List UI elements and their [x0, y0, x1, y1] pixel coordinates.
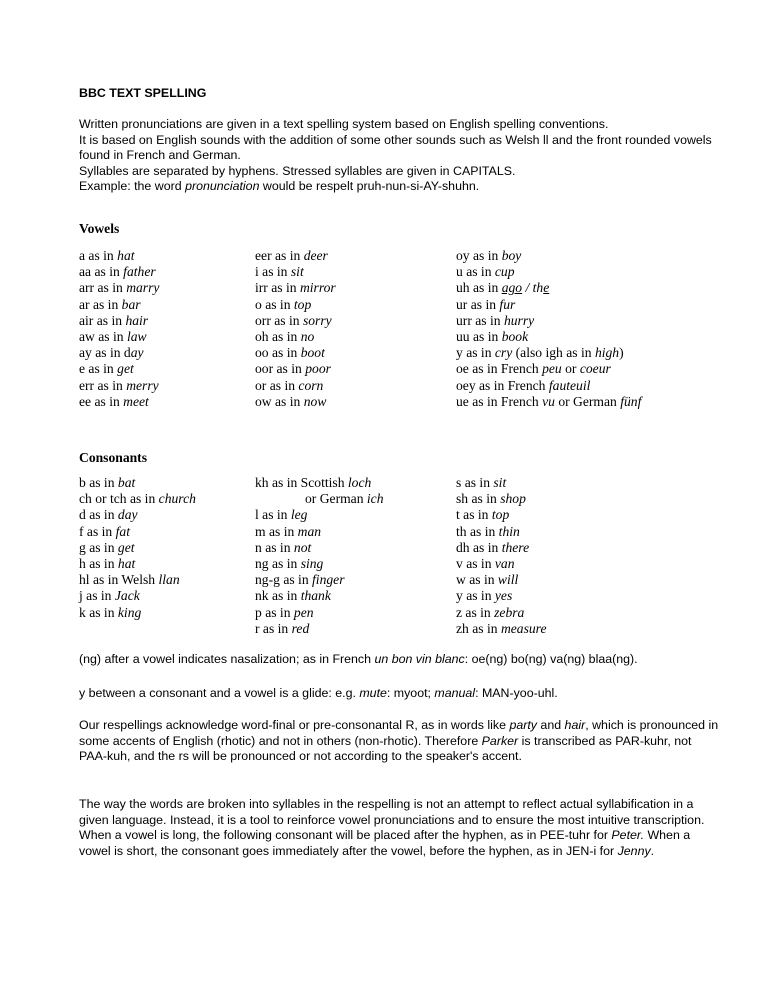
- key-entry: n as in not: [255, 539, 312, 555]
- key-entry: nk as in thank: [255, 588, 331, 604]
- key-entry: k as in king: [79, 604, 142, 620]
- consonants-column-1: [79, 475, 196, 621]
- key-entry: e as in get: [79, 361, 134, 377]
- key-entry: zh as in measure: [456, 620, 547, 636]
- key-entry: oey as in French fauteuil: [456, 377, 591, 393]
- key-entry: w as in will: [456, 572, 519, 588]
- key-entry: ar as in bar: [79, 296, 141, 312]
- key-entry: err as in merry: [79, 377, 159, 393]
- key-entry: ue as in French vu or German fünf: [456, 393, 642, 409]
- key-entry: o as in top: [255, 296, 312, 312]
- intro-line: It is based on English sounds with the addition of some other sounds such as Welsh ll and the front rounded vowels found in French and German.: [79, 132, 712, 162]
- page-title: BBC TEXT SPELLING: [79, 86, 207, 100]
- key-entry: d as in day: [79, 507, 138, 523]
- key-entry: ng-g as in finger: [255, 572, 345, 588]
- key-entry: or as in corn: [255, 377, 324, 393]
- intro-block: [79, 117, 719, 195]
- key-entry: eer as in deer: [255, 248, 328, 263]
- key-entry: oe as in French peu or coeur: [456, 361, 611, 377]
- key-entry: kh as in Scottish loch: [255, 475, 372, 490]
- key-entry: z as in zebra: [456, 604, 525, 620]
- key-entry: a as in hat: [79, 248, 135, 263]
- key-entry: y as in yes: [456, 588, 513, 604]
- key-entry: t as in top: [456, 507, 510, 523]
- key-entry: r as in red: [255, 620, 310, 636]
- key-entry: f as in fat: [79, 523, 130, 539]
- key-entry: uu as in book: [456, 329, 529, 345]
- key-entry: air as in hair: [79, 312, 149, 328]
- key-entry: u as in cup: [456, 264, 515, 280]
- key-entry: uh as in ago / the: [456, 280, 550, 296]
- key-entry: p as in pen: [255, 604, 314, 620]
- key-entry: aw as in law: [79, 329, 147, 345]
- key-entry: ch or tch as in church: [79, 491, 196, 507]
- consonants-column-2: [255, 475, 384, 637]
- key-entry: oy as in boy: [456, 248, 522, 263]
- syllabification-note: The way the words are broken into syllables in the respelling is not an attempt to reflect actual syllabification in a given language. Instead, it is a tool to reinforce vowel pronunciations and to ensure the most intuitive transcription. When a vowel is long, the following consonant will be placed after the hyphen, as in PEE-tuhr for Peter. When a vowel is short, the consonant goes immediately after the vowel, before the hyphen, as in JEN-i for Jenny.: [79, 797, 705, 858]
- key-entry: b as in bat: [79, 475, 136, 490]
- consonants-column-3: [456, 475, 547, 637]
- nasalization-note: (ng) after a vowel indicates nasalization; as in French un bon vin blanc: oe(ng) bo(ng) va(ng) blaa(ng).: [79, 652, 638, 666]
- key-entry: hl as in Welsh llan: [79, 572, 180, 588]
- intro-line: Written pronunciations are given in a text spelling system based on English spelling conventions.: [79, 117, 609, 131]
- glide-note: y between a consonant and a vowel is a glide: e.g. mute: myoot; manual: MAN-yoo-uhl.: [79, 686, 558, 700]
- key-entry: j as in Jack: [79, 588, 140, 604]
- key-entry: ng as in sing: [255, 556, 324, 572]
- key-entry: dh as in there: [456, 539, 530, 555]
- vowels-column-3: [456, 248, 641, 410]
- key-entry: ay as in day: [79, 345, 144, 361]
- key-entry: y as in cry (also igh as in high): [456, 345, 624, 361]
- key-entry: h as in hat: [79, 556, 136, 572]
- key-entry: g as in get: [79, 539, 135, 555]
- key-entry: oor as in poor: [255, 361, 331, 377]
- key-entry: th as in thin: [456, 523, 520, 539]
- key-entry: oh as in no: [255, 329, 315, 345]
- key-entry: ow as in now: [255, 393, 327, 409]
- key-entry: irr as in mirror: [255, 280, 336, 296]
- key-entry: orr as in sorry: [255, 312, 332, 328]
- key-entry: m as in man: [255, 523, 322, 539]
- key-entry: v as in van: [456, 556, 515, 572]
- key-entry: i as in sit: [255, 264, 304, 280]
- rhotic-note: Our respellings acknowledge word-final or pre-consonantal R, as in words like party and hair, which is pronounced in some accents of English (rhotic) and not in others (non-rhotic). Therefore Parker is transcribed as PAR-kuhr, not PAA-kuh, and the rs will be pronounced or not according to the speaker's accent.: [79, 718, 719, 763]
- key-entry: s as in sit: [456, 475, 507, 490]
- key-entry: urr as in hurry: [456, 312, 535, 328]
- vowels-column-1: [79, 248, 159, 410]
- key-entry: or German ich: [305, 491, 384, 507]
- key-entry: ur as in fur: [456, 296, 516, 312]
- key-entry: aa as in father: [79, 264, 156, 280]
- key-entry: l as in leg: [255, 507, 308, 523]
- key-entry: oo as in boot: [255, 345, 325, 361]
- intro-line: Syllables are separated by hyphens. Stressed syllables are given in CAPITALS.: [79, 163, 516, 178]
- key-entry: ee as in meet: [79, 393, 149, 409]
- intro-example: Example: the word pronunciation would be respelt pruh-nun-si-AY-shuhn.: [79, 179, 480, 193]
- consonants-heading: Consonants: [79, 450, 147, 465]
- key-entry: arr as in marry: [79, 280, 160, 296]
- vowels-heading: Vowels: [79, 221, 120, 236]
- vowels-column-2: [255, 248, 336, 410]
- key-entry: sh as in shop: [456, 491, 526, 507]
